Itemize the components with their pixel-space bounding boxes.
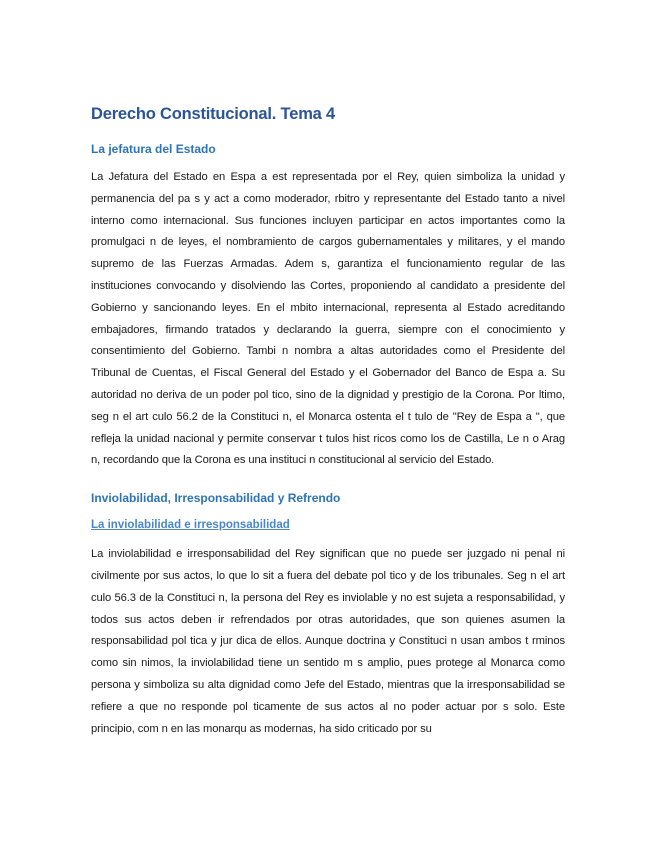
- document-title: Derecho Constitucional. Tema 4: [91, 105, 335, 123]
- subheading-inviolabilidad: La inviolabilidad e irresponsabilidad: [91, 519, 290, 532]
- paragraph-inviolabilidad: La inviolabilidad e irresponsabilidad del Rey significan que no puede ser juzgado ni penal ni civilmente por sus actos, lo que lo sit a fuera del debate pol tico y de los tribunales. Seg n el art culo 56.3 de la Constituci n, la persona del Rey es inviolable y no est sujeta a responsabilidad, y todos sus actos deben ir refrendados por otras autoridades, que son quienes asumen la responsabilidad pol tica y jur dica de ellos. Aunque doctrina y Constituci n usan ambos t rminos como sin nimos, la inviolabilidad tiene un sentido m s amplio, pues protege al Monarca como persona y simboliza su alta dignidad como Jefe del Estado, mientras que la irresponsabilidad se refiere a que no responde pol ticamente de sus actos al no poder actuar por s solo. Este principio, com n en las monarqu as modernas, ha sido criticado por su: [91, 548, 565, 735]
- section-heading-inviolabilidad: Inviolabilidad, Irresponsabilidad y Refrendo: [91, 491, 341, 506]
- paragraph-jefatura: La Jefatura del Estado en Espa a est representada por el Rey, quien simboliza la unidad y permanencia del pa s y act a como moderador, rbitro y representante del Estado tanto a nivel interno como internacional. Sus funciones incluyen participar en actos importantes como la promulgaci n de leyes, el nombramiento de cargos gubernamentales y militares, y el mando supremo de las Fuerzas Armadas. Adem s, garantiza el funcionamiento regular de las instituciones convocando y disolviendo las Cortes, proponiendo al candidato a presidente del Gobierno y sancionando leyes. En el mbito internacional, representa al Estado acreditando embajadores, firmando tratados y declarando la guerra, siempre con el conocimiento y consentimiento del Gobierno. Tambi n nombra a altas autoridades como el Presidente del Tribunal de Cuentas, el Fiscal General del Estado y el Gobernador del Banco de Espa a. Su autoridad no deriva de un poder pol tico, sino de la dignidad y prestigio de la Corona. Por ltimo, seg n el art culo 56.2 de la Constituci n, el Monarca ostenta el t tulo de "Rey de Espa a ", que refleja la unidad nacional y permite conservar t tulos hist ricos como los de Castilla, Le n o Arag n, recordando que la Corona es una instituci n constitucional al servicio del Estado.: [91, 171, 565, 467]
- section-heading-jefatura: La jefatura del Estado: [91, 142, 216, 156]
